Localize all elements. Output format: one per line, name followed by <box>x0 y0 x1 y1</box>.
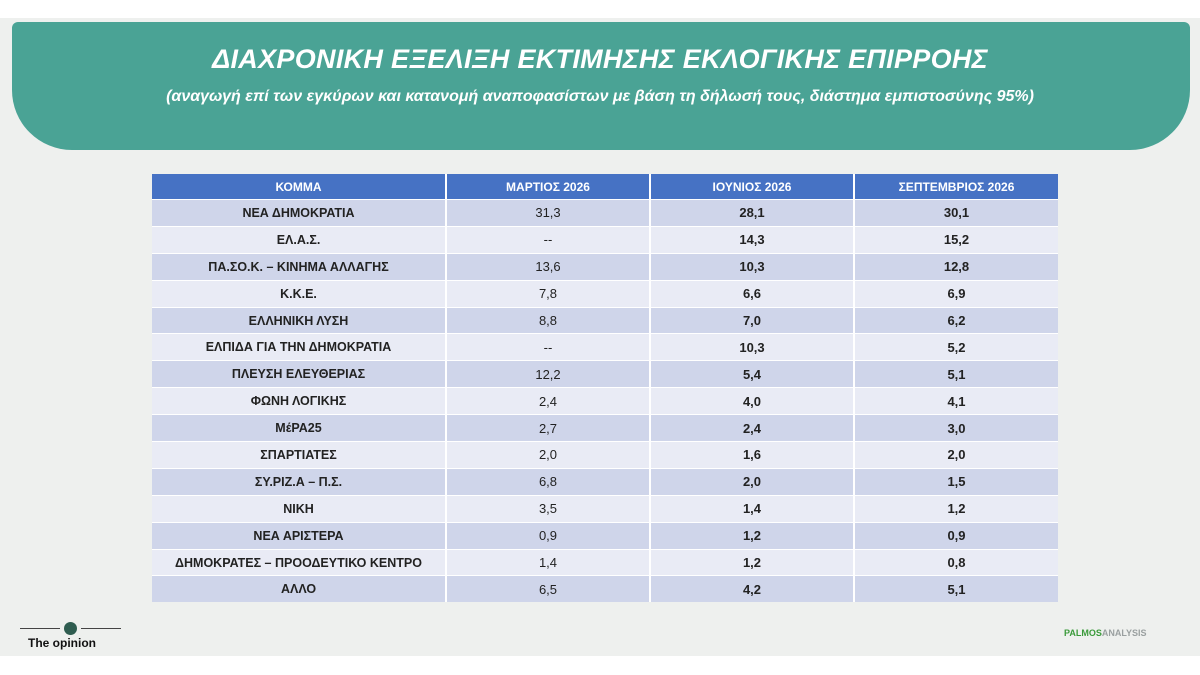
palmos-logo-part2: ANALYSIS <box>1101 628 1147 638</box>
september-value-cell: 0,8 <box>854 549 1058 576</box>
table-row <box>152 361 1058 388</box>
party-name-cell: ΕΛ.Α.Σ. <box>152 226 446 253</box>
june-value-cell: 4,0 <box>650 388 854 415</box>
party-name-cell: ΜέΡΑ25 <box>152 415 446 442</box>
september-value-cell: 5,1 <box>854 576 1058 602</box>
table-row <box>152 307 1058 334</box>
party-name-cell: ΠΑ.ΣΟ.Κ. – ΚΙΝΗΜΑ ΑΛΛΑΓΗΣ <box>152 253 446 280</box>
march-value-cell: 7,8 <box>446 280 650 307</box>
the-opinion-logo <box>20 622 130 652</box>
column-header-september: ΣΕΠΤΕΜΒΡΙΟΣ 2026 <box>854 174 1058 200</box>
september-value-cell: 6,9 <box>854 280 1058 307</box>
party-name-cell: ΦΩΝΗ ΛΟΓΙΚΗΣ <box>152 388 446 415</box>
march-value-cell: 3,5 <box>446 495 650 522</box>
table-row <box>152 226 1058 253</box>
party-name-cell: ΝΙΚΗ <box>152 495 446 522</box>
table-row <box>152 415 1058 442</box>
table-row <box>152 442 1058 469</box>
march-value-cell: 31,3 <box>446 200 650 227</box>
party-name-cell: ΣΥ.ΡΙΖ.Α – Π.Σ. <box>152 468 446 495</box>
june-value-cell: 2,0 <box>650 468 854 495</box>
september-value-cell: 3,0 <box>854 415 1058 442</box>
poll-table <box>152 174 1058 602</box>
party-name-cell: ΝΕΑ ΑΡΙΣΤΕΡΑ <box>152 522 446 549</box>
table-row <box>152 388 1058 415</box>
party-name-cell: ΕΛΛΗΝΙΚΗ ΛΥΣΗ <box>152 307 446 334</box>
party-name-cell: ΣΠΑΡΤΙΑΤΕΣ <box>152 442 446 469</box>
table-row <box>152 576 1058 602</box>
september-value-cell: 15,2 <box>854 226 1058 253</box>
september-value-cell: 0,9 <box>854 522 1058 549</box>
march-value-cell: 6,5 <box>446 576 650 602</box>
september-value-cell: 1,2 <box>854 495 1058 522</box>
party-name-cell: ΑΛΛΟ <box>152 576 446 602</box>
palmos-logo-part1: PALMOS <box>1064 628 1102 638</box>
march-value-cell: 2,7 <box>446 415 650 442</box>
the-opinion-logo-text: The opinion <box>28 636 96 650</box>
march-value-cell: 2,0 <box>446 442 650 469</box>
june-value-cell: 2,4 <box>650 415 854 442</box>
party-name-cell: ΝΕΑ ΔΗΜΟΚΡΑΤΙΑ <box>152 200 446 227</box>
palmos-analysis-logo <box>1064 628 1147 638</box>
column-header-party: ΚΟΜΜΑ <box>152 174 446 200</box>
slide-subtitle: (αναγωγή επί των εγκύρων και κατανομή αναποφασίστων με βάση τη δήλωσή τους, διάστημα εμπιστοσύνης 95%) <box>166 88 1034 105</box>
june-value-cell: 7,0 <box>650 307 854 334</box>
opinion-dot-icon <box>64 622 77 635</box>
party-name-cell: ΔΗΜΟΚΡΑΤΕΣ – ΠΡΟΟΔΕΥΤΙΚΟ ΚΕΝΤΡΟ <box>152 549 446 576</box>
september-value-cell: 5,1 <box>854 361 1058 388</box>
june-value-cell: 10,3 <box>650 334 854 361</box>
september-value-cell: 1,5 <box>854 468 1058 495</box>
table-header-row <box>152 174 1058 200</box>
march-value-cell: 1,4 <box>446 549 650 576</box>
table-row <box>152 280 1058 307</box>
june-value-cell: 10,3 <box>650 253 854 280</box>
party-name-cell: Κ.Κ.Ε. <box>152 280 446 307</box>
september-value-cell: 12,8 <box>854 253 1058 280</box>
june-value-cell: 28,1 <box>650 200 854 227</box>
march-value-cell: 12,2 <box>446 361 650 388</box>
june-value-cell: 1,2 <box>650 522 854 549</box>
table-row <box>152 495 1058 522</box>
march-value-cell: -- <box>446 226 650 253</box>
march-value-cell: 13,6 <box>446 253 650 280</box>
party-name-cell: ΕΛΠΙΔΑ ΓΙΑ ΤΗΝ ΔΗΜΟΚΡΑΤΙΑ <box>152 334 446 361</box>
september-value-cell: 5,2 <box>854 334 1058 361</box>
table-row <box>152 468 1058 495</box>
september-value-cell: 2,0 <box>854 442 1058 469</box>
column-header-march: ΜΑΡΤΙΟΣ 2026 <box>446 174 650 200</box>
march-value-cell: 2,4 <box>446 388 650 415</box>
june-value-cell: 1,4 <box>650 495 854 522</box>
june-value-cell: 1,2 <box>650 549 854 576</box>
march-value-cell: 6,8 <box>446 468 650 495</box>
june-value-cell: 14,3 <box>650 226 854 253</box>
table-row <box>152 253 1058 280</box>
september-value-cell: 6,2 <box>854 307 1058 334</box>
june-value-cell: 4,2 <box>650 576 854 602</box>
party-name-cell: ΠΛΕΥΣΗ ΕΛΕΥΘΕΡΙΑΣ <box>152 361 446 388</box>
june-value-cell: 6,6 <box>650 280 854 307</box>
title-banner <box>12 22 1190 150</box>
table-row <box>152 200 1058 227</box>
september-value-cell: 4,1 <box>854 388 1058 415</box>
table-row <box>152 334 1058 361</box>
column-header-june: ΙΟΥΝΙΟΣ 2026 <box>650 174 854 200</box>
slide-title: ΔΙΑΧΡΟΝΙΚΗ ΕΞΕΛΙΞΗ ΕΚΤΙΜΗΣΗΣ ΕΚΛΟΓΙΚΗΣ ΕΠΙΡΡΟΗΣ <box>212 44 988 74</box>
june-value-cell: 1,6 <box>650 442 854 469</box>
june-value-cell: 5,4 <box>650 361 854 388</box>
september-value-cell: 30,1 <box>854 200 1058 227</box>
table-row <box>152 522 1058 549</box>
march-value-cell: 8,8 <box>446 307 650 334</box>
march-value-cell: 0,9 <box>446 522 650 549</box>
march-value-cell: -- <box>446 334 650 361</box>
table-row <box>152 549 1058 576</box>
